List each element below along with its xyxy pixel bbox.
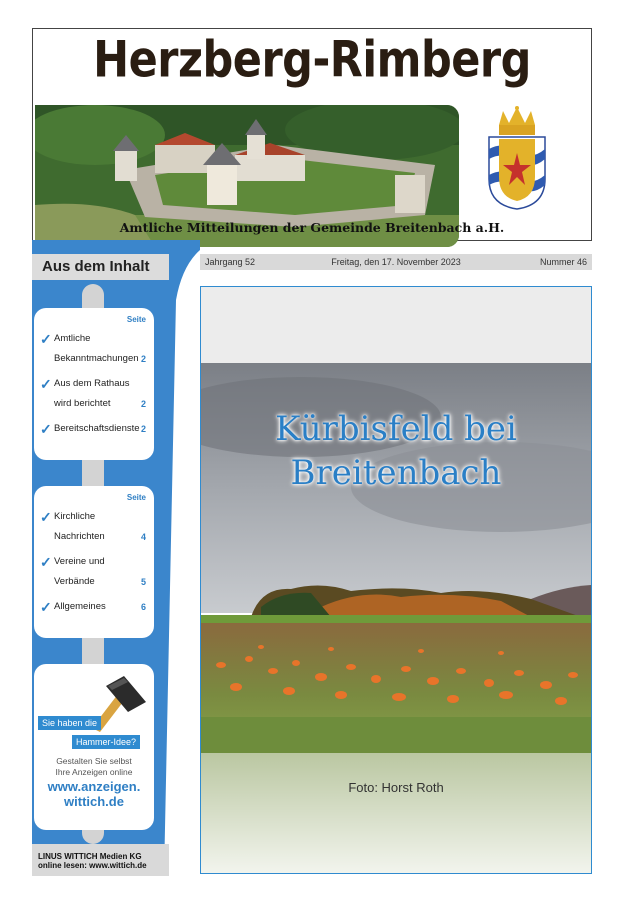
toc-card [34, 308, 154, 460]
ad-bubble: Sie haben die [38, 716, 101, 730]
toc-card [34, 486, 154, 638]
toc-page-number: 2 [140, 424, 146, 434]
toc-item[interactable]: ✓ Vereine und Verbände 5 [40, 552, 146, 592]
check-icon: ✓ [40, 421, 52, 437]
toc-page-number: 2 [140, 354, 146, 364]
toc-page-number: 4 [140, 532, 146, 542]
check-icon: ✓ [40, 376, 52, 392]
toc-page-label: Seite [126, 315, 146, 324]
toc-page-number: 2 [140, 399, 146, 409]
issue-volume: Jahrgang 52 [205, 257, 256, 267]
masthead [32, 28, 592, 241]
toc-page-number: 6 [140, 602, 146, 612]
issue-number: Nummer 46 [539, 257, 587, 267]
check-icon: ✓ [40, 599, 52, 615]
photo-credit: Foto: Horst Roth [348, 780, 444, 795]
toc-page-number: 5 [140, 577, 146, 587]
issue-info-bar [200, 254, 592, 270]
toc-item[interactable]: ✓ Aus dem Rathaus wird berichtet 2 [40, 374, 146, 414]
sidebar [32, 240, 200, 876]
ad-bubble: Hammer-Idee? [72, 735, 140, 749]
newspaper-title: Herzberg-Rimberg [93, 31, 531, 90]
masthead-subtitle: Amtliche Mitteilungen der Gemeinde Breitenbach a.H. [119, 220, 505, 235]
ad-text: Gestalten Sie selbst Ihre Anzeigen online [55, 756, 133, 777]
check-icon: ✓ [40, 509, 52, 525]
check-icon: ✓ [40, 331, 52, 347]
publisher-info: LINUS WITTICH Medien KG online lesen: www.wittich.de [32, 844, 169, 876]
cover-photo [200, 286, 592, 874]
check-icon: ✓ [40, 554, 52, 570]
toc-item[interactable]: ✓ Amtliche Bekanntmachungen 2 [40, 329, 146, 369]
toc-page-label: Seite [126, 493, 146, 502]
toc-item[interactable]: ✓ Allgemeines 6 [40, 599, 146, 615]
toc-item[interactable]: ✓ Kirchliche Nachrichten 4 [40, 507, 146, 547]
issue-date: Freitag, den 17. November 2023 [331, 257, 461, 267]
advertisement-card[interactable] [34, 664, 154, 830]
coat-of-arms-emblem [485, 105, 549, 211]
cover-headline: Kürbisfeld bei Breitenbach [275, 409, 517, 493]
toc-item[interactable]: ✓ Bereitschaftsdienste 2 [40, 421, 146, 437]
ad-url-link[interactable]: www.anzeigen. wittich.de [47, 779, 141, 809]
toc-heading: Aus dem Inhalt [32, 254, 169, 280]
